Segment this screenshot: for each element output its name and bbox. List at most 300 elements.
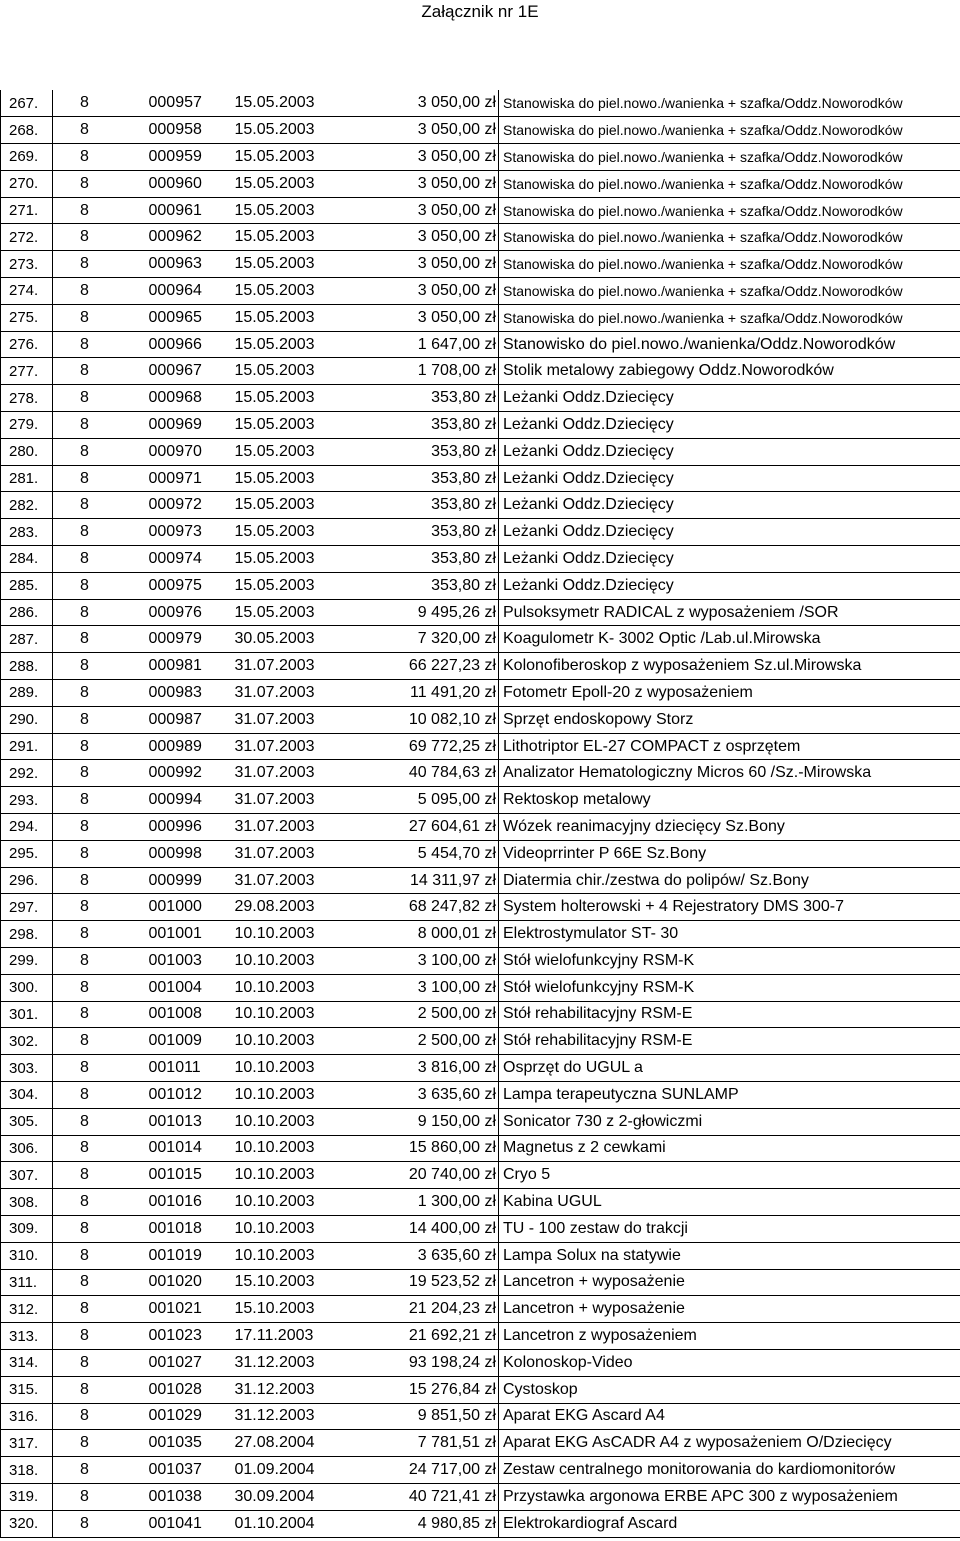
table-row <box>1 1483 960 1510</box>
description-cell: Sprzęt endoskopowy Storz <box>499 706 960 733</box>
table-row <box>1 465 960 492</box>
date-cell: 27.08.2004 <box>233 1430 347 1457</box>
table-row <box>1 1376 960 1403</box>
row-number-cell: 314. <box>1 1349 53 1376</box>
inventory-number-cell: 001014 <box>147 1135 233 1162</box>
date-cell: 10.10.2003 <box>233 1135 347 1162</box>
table-row <box>1 1323 960 1350</box>
inventory-number-cell: 000973 <box>147 519 233 546</box>
date-cell: 15.05.2003 <box>233 599 347 626</box>
row-number-cell: 289. <box>1 680 53 707</box>
group-cell: 8 <box>53 304 147 331</box>
table-row <box>1 1296 960 1323</box>
group-cell: 8 <box>53 278 147 305</box>
table-row <box>1 626 960 653</box>
table-row <box>1 251 960 278</box>
description-cell: Lancetron + wyposażenie <box>499 1296 960 1323</box>
date-cell: 10.10.2003 <box>233 948 347 975</box>
date-cell: 15.05.2003 <box>233 117 347 144</box>
row-number-cell: 297. <box>1 894 53 921</box>
description-cell: System holterowski + 4 Rejestratory DMS 300-7 <box>499 894 960 921</box>
group-cell: 8 <box>53 680 147 707</box>
description-cell: Osprzęt do UGUL a <box>499 1055 960 1082</box>
row-number-cell: 277. <box>1 358 53 385</box>
table-row <box>1 1215 960 1242</box>
description-cell: Leżanki Oddz.Dziecięcy <box>499 572 960 599</box>
value-cell: 353,80 zł <box>347 385 499 412</box>
inventory-number-cell: 000966 <box>147 331 233 358</box>
inventory-number-cell: 001001 <box>147 921 233 948</box>
description-cell: Stanowiska do piel.nowo./wanienka + szafka/Oddz.Noworodków <box>499 304 960 331</box>
date-cell: 15.05.2003 <box>233 331 347 358</box>
table-row <box>1 653 960 680</box>
value-cell: 3 100,00 zł <box>347 974 499 1001</box>
row-number-cell: 305. <box>1 1108 53 1135</box>
group-cell: 8 <box>53 1296 147 1323</box>
inventory-number-cell: 000959 <box>147 144 233 171</box>
group-cell: 8 <box>53 653 147 680</box>
row-number-cell: 307. <box>1 1162 53 1189</box>
row-number-cell: 303. <box>1 1055 53 1082</box>
row-number-cell: 317. <box>1 1430 53 1457</box>
row-number-cell: 268. <box>1 117 53 144</box>
row-number-cell: 288. <box>1 653 53 680</box>
date-cell: 31.12.2003 <box>233 1403 347 1430</box>
date-cell: 10.10.2003 <box>233 1215 347 1242</box>
inventory-number-cell: 001020 <box>147 1269 233 1296</box>
description-cell: Stanowiska do piel.nowo./wanienka + szafka/Oddz.Noworodków <box>499 197 960 224</box>
description-cell: Stolik metalowy zabiegowy Oddz.Noworodków <box>499 358 960 385</box>
table-row <box>1 117 960 144</box>
date-cell: 31.07.2003 <box>233 653 347 680</box>
group-cell: 8 <box>53 1483 147 1510</box>
description-cell: Sonicator 730 z 2-głowiczmi <box>499 1108 960 1135</box>
row-number-cell: 272. <box>1 224 53 251</box>
group-cell: 8 <box>53 90 147 117</box>
inventory-number-cell: 001023 <box>147 1323 233 1350</box>
table-row <box>1 814 960 841</box>
value-cell: 19 523,52 zł <box>347 1269 499 1296</box>
table-row <box>1 1189 960 1216</box>
inventory-number-cell: 001027 <box>147 1349 233 1376</box>
group-cell: 8 <box>53 1349 147 1376</box>
description-cell: Stanowiska do piel.nowo./wanienka + szafka/Oddz.Noworodków <box>499 117 960 144</box>
inventory-number-cell: 000979 <box>147 626 233 653</box>
row-number-cell: 309. <box>1 1215 53 1242</box>
value-cell: 353,80 zł <box>347 438 499 465</box>
table-row <box>1 1055 960 1082</box>
date-cell: 15.10.2003 <box>233 1269 347 1296</box>
date-cell: 15.05.2003 <box>233 438 347 465</box>
row-number-cell: 315. <box>1 1376 53 1403</box>
table-row <box>1 680 960 707</box>
date-cell: 31.07.2003 <box>233 680 347 707</box>
group-cell: 8 <box>53 706 147 733</box>
group-cell: 8 <box>53 117 147 144</box>
date-cell: 10.10.2003 <box>233 1055 347 1082</box>
table-row <box>1 733 960 760</box>
table-row <box>1 278 960 305</box>
value-cell: 11 491,20 zł <box>347 680 499 707</box>
date-cell: 01.09.2004 <box>233 1457 347 1484</box>
value-cell: 3 050,00 zł <box>347 117 499 144</box>
description-cell: Koagulometr K- 3002 Optic /Lab.ul.Mirowska <box>499 626 960 653</box>
table-row <box>1 599 960 626</box>
date-cell: 15.05.2003 <box>233 90 347 117</box>
value-cell: 3 050,00 zł <box>347 197 499 224</box>
inventory-number-cell: 000961 <box>147 197 233 224</box>
group-cell: 8 <box>53 1457 147 1484</box>
inventory-number-cell: 000957 <box>147 90 233 117</box>
value-cell: 1 647,00 zł <box>347 331 499 358</box>
date-cell: 10.10.2003 <box>233 1189 347 1216</box>
table-row <box>1 1457 960 1484</box>
group-cell: 8 <box>53 1215 147 1242</box>
row-number-cell: 287. <box>1 626 53 653</box>
table-row <box>1 1510 960 1537</box>
table-row <box>1 921 960 948</box>
row-number-cell: 302. <box>1 1028 53 1055</box>
date-cell: 31.07.2003 <box>233 760 347 787</box>
value-cell: 3 100,00 zł <box>347 948 499 975</box>
group-cell: 8 <box>53 492 147 519</box>
value-cell: 15 276,84 zł <box>347 1376 499 1403</box>
description-cell: Leżanki Oddz.Dziecięcy <box>499 492 960 519</box>
group-cell: 8 <box>53 1242 147 1269</box>
value-cell: 3 635,60 zł <box>347 1081 499 1108</box>
inventory-number-cell: 000994 <box>147 787 233 814</box>
description-cell: Cystoskop <box>499 1376 960 1403</box>
table-row <box>1 358 960 385</box>
date-cell: 31.07.2003 <box>233 867 347 894</box>
inventory-number-cell: 000975 <box>147 572 233 599</box>
row-number-cell: 320. <box>1 1510 53 1537</box>
table-row <box>1 1430 960 1457</box>
inventory-number-cell: 000958 <box>147 117 233 144</box>
date-cell: 10.10.2003 <box>233 1001 347 1028</box>
description-cell: Zestaw centralnego monitorowania do kardiomonitorów <box>499 1457 960 1484</box>
value-cell: 21 204,23 zł <box>347 1296 499 1323</box>
value-cell: 3 050,00 zł <box>347 304 499 331</box>
date-cell: 15.05.2003 <box>233 385 347 412</box>
row-number-cell: 271. <box>1 197 53 224</box>
value-cell: 7 781,51 zł <box>347 1430 499 1457</box>
inventory-number-cell: 001008 <box>147 1001 233 1028</box>
group-cell: 8 <box>53 519 147 546</box>
row-number-cell: 275. <box>1 304 53 331</box>
table-row <box>1 144 960 171</box>
description-cell: Stanowiska do piel.nowo./wanienka + szafka/Oddz.Noworodków <box>499 170 960 197</box>
inventory-number-cell: 001015 <box>147 1162 233 1189</box>
group-cell: 8 <box>53 1055 147 1082</box>
inventory-number-cell: 000963 <box>147 251 233 278</box>
row-number-cell: 291. <box>1 733 53 760</box>
row-number-cell: 298. <box>1 921 53 948</box>
description-cell: Stanowiska do piel.nowo./wanienka + szafka/Oddz.Noworodków <box>499 251 960 278</box>
value-cell: 24 717,00 zł <box>347 1457 499 1484</box>
date-cell: 31.07.2003 <box>233 840 347 867</box>
date-cell: 10.10.2003 <box>233 974 347 1001</box>
description-cell: Stanowiska do piel.nowo./wanienka + szafka/Oddz.Noworodków <box>499 224 960 251</box>
date-cell: 31.12.2003 <box>233 1376 347 1403</box>
table-row <box>1 170 960 197</box>
table-row <box>1 1001 960 1028</box>
value-cell: 20 740,00 zł <box>347 1162 499 1189</box>
value-cell: 21 692,21 zł <box>347 1323 499 1350</box>
description-cell: Leżanki Oddz.Dziecięcy <box>499 465 960 492</box>
date-cell: 15.05.2003 <box>233 224 347 251</box>
group-cell: 8 <box>53 948 147 975</box>
inventory-number-cell: 000968 <box>147 385 233 412</box>
table-row <box>1 197 960 224</box>
inventory-number-cell: 000965 <box>147 304 233 331</box>
date-cell: 30.09.2004 <box>233 1483 347 1510</box>
description-cell: Stanowiska do piel.nowo./wanienka + szafka/Oddz.Noworodków <box>499 90 960 117</box>
value-cell: 5 454,70 zł <box>347 840 499 867</box>
inventory-number-cell: 000974 <box>147 546 233 573</box>
inventory-number-cell: 001011 <box>147 1055 233 1082</box>
value-cell: 353,80 zł <box>347 412 499 439</box>
date-cell: 01.10.2004 <box>233 1510 347 1537</box>
description-cell: Aparat EKG AsCADR A4 z wyposażeniem O/Dziecięcy <box>499 1430 960 1457</box>
group-cell: 8 <box>53 546 147 573</box>
table-row <box>1 1028 960 1055</box>
row-number-cell: 279. <box>1 412 53 439</box>
value-cell: 3 635,60 zł <box>347 1242 499 1269</box>
description-cell: Leżanki Oddz.Dziecięcy <box>499 412 960 439</box>
description-cell: Stół wielofunkcyjny RSM-K <box>499 948 960 975</box>
value-cell: 8 000,01 zł <box>347 921 499 948</box>
group-cell: 8 <box>53 1162 147 1189</box>
table-row <box>1 706 960 733</box>
date-cell: 31.07.2003 <box>233 787 347 814</box>
table-row <box>1 572 960 599</box>
group-cell: 8 <box>53 840 147 867</box>
row-number-cell: 276. <box>1 331 53 358</box>
value-cell: 353,80 zł <box>347 546 499 573</box>
inventory-number-cell: 000992 <box>147 760 233 787</box>
value-cell: 10 082,10 zł <box>347 706 499 733</box>
row-number-cell: 299. <box>1 948 53 975</box>
group-cell: 8 <box>53 787 147 814</box>
row-number-cell: 310. <box>1 1242 53 1269</box>
group-cell: 8 <box>53 733 147 760</box>
group-cell: 8 <box>53 1269 147 1296</box>
description-cell: Stanowiska do piel.nowo./wanienka + szafka/Oddz.Noworodków <box>499 278 960 305</box>
value-cell: 5 095,00 zł <box>347 787 499 814</box>
date-cell: 15.05.2003 <box>233 492 347 519</box>
inventory-number-cell: 000962 <box>147 224 233 251</box>
description-cell: Fotometr Epoll-20 z wyposażeniem <box>499 680 960 707</box>
table-row <box>1 1162 960 1189</box>
date-cell: 10.10.2003 <box>233 1028 347 1055</box>
value-cell: 1 300,00 zł <box>347 1189 499 1216</box>
description-cell: Stanowiska do piel.nowo./wanienka + szafka/Oddz.Noworodków <box>499 144 960 171</box>
row-number-cell: 284. <box>1 546 53 573</box>
row-number-cell: 318. <box>1 1457 53 1484</box>
description-cell: Lampa terapeutyczna SUNLAMP <box>499 1081 960 1108</box>
group-cell: 8 <box>53 1403 147 1430</box>
row-number-cell: 270. <box>1 170 53 197</box>
description-cell: Stół rehabilitacyjny RSM-E <box>499 1001 960 1028</box>
inventory-number-cell: 001041 <box>147 1510 233 1537</box>
group-cell: 8 <box>53 144 147 171</box>
date-cell: 15.05.2003 <box>233 304 347 331</box>
table-row <box>1 331 960 358</box>
row-number-cell: 283. <box>1 519 53 546</box>
group-cell: 8 <box>53 1001 147 1028</box>
table-row <box>1 948 960 975</box>
value-cell: 9 495,26 zł <box>347 599 499 626</box>
date-cell: 10.10.2003 <box>233 1162 347 1189</box>
inventory-number-cell: 000989 <box>147 733 233 760</box>
row-number-cell: 295. <box>1 840 53 867</box>
row-number-cell: 300. <box>1 974 53 1001</box>
group-cell: 8 <box>53 1323 147 1350</box>
inventory-number-cell: 001000 <box>147 894 233 921</box>
table-row <box>1 546 960 573</box>
inventory-number-cell: 000964 <box>147 278 233 305</box>
row-number-cell: 273. <box>1 251 53 278</box>
inventory-number-cell: 001004 <box>147 974 233 1001</box>
row-number-cell: 278. <box>1 385 53 412</box>
group-cell: 8 <box>53 251 147 278</box>
description-cell: Rektoskop metalowy <box>499 787 960 814</box>
value-cell: 353,80 zł <box>347 492 499 519</box>
inventory-number-cell: 000976 <box>147 599 233 626</box>
value-cell: 4 980,85 zł <box>347 1510 499 1537</box>
description-cell: Magnetus z 2 cewkami <box>499 1135 960 1162</box>
table-row <box>1 1108 960 1135</box>
table-row <box>1 840 960 867</box>
inventory-number-cell: 000969 <box>147 412 233 439</box>
value-cell: 1 708,00 zł <box>347 358 499 385</box>
group-cell: 8 <box>53 894 147 921</box>
description-cell: Lancetron z wyposażeniem <box>499 1323 960 1350</box>
date-cell: 10.10.2003 <box>233 921 347 948</box>
group-cell: 8 <box>53 385 147 412</box>
date-cell: 17.11.2003 <box>233 1323 347 1350</box>
inventory-number-cell: 001012 <box>147 1081 233 1108</box>
group-cell: 8 <box>53 572 147 599</box>
inventory-number-cell: 001037 <box>147 1457 233 1484</box>
row-number-cell: 285. <box>1 572 53 599</box>
group-cell: 8 <box>53 1081 147 1108</box>
date-cell: 10.10.2003 <box>233 1081 347 1108</box>
value-cell: 2 500,00 zł <box>347 1028 499 1055</box>
row-number-cell: 292. <box>1 760 53 787</box>
row-number-cell: 290. <box>1 706 53 733</box>
table-row <box>1 412 960 439</box>
value-cell: 2 500,00 zł <box>347 1001 499 1028</box>
inventory-number-cell: 001029 <box>147 1403 233 1430</box>
inventory-table-body <box>1 90 960 1537</box>
row-number-cell: 306. <box>1 1135 53 1162</box>
table-row <box>1 90 960 117</box>
inventory-number-cell: 000996 <box>147 814 233 841</box>
date-cell: 15.05.2003 <box>233 519 347 546</box>
description-cell: Elektrostymulator ST- 30 <box>499 921 960 948</box>
row-number-cell: 308. <box>1 1189 53 1216</box>
row-number-cell: 267. <box>1 90 53 117</box>
inventory-number-cell: 000972 <box>147 492 233 519</box>
value-cell: 3 050,00 zł <box>347 278 499 305</box>
inventory-number-cell: 001016 <box>147 1189 233 1216</box>
table-row <box>1 492 960 519</box>
description-cell: Kolonofiberoskop z wyposażeniem Sz.ul.Mirowska <box>499 653 960 680</box>
value-cell: 68 247,82 zł <box>347 894 499 921</box>
table-row <box>1 1269 960 1296</box>
value-cell: 353,80 zł <box>347 519 499 546</box>
value-cell: 3 050,00 zł <box>347 144 499 171</box>
group-cell: 8 <box>53 1510 147 1537</box>
inventory-number-cell: 000999 <box>147 867 233 894</box>
date-cell: 15.05.2003 <box>233 197 347 224</box>
value-cell: 3 050,00 zł <box>347 170 499 197</box>
group-cell: 8 <box>53 1189 147 1216</box>
date-cell: 15.05.2003 <box>233 572 347 599</box>
inventory-number-cell: 000960 <box>147 170 233 197</box>
description-cell: Leżanki Oddz.Dziecięcy <box>499 546 960 573</box>
inventory-number-cell: 000967 <box>147 358 233 385</box>
description-cell: Lampa Solux na statywie <box>499 1242 960 1269</box>
row-number-cell: 281. <box>1 465 53 492</box>
table-row <box>1 1081 960 1108</box>
value-cell: 9 150,00 zł <box>347 1108 499 1135</box>
date-cell: 29.08.2003 <box>233 894 347 921</box>
row-number-cell: 311. <box>1 1269 53 1296</box>
date-cell: 31.12.2003 <box>233 1349 347 1376</box>
inventory-number-cell: 001038 <box>147 1483 233 1510</box>
group-cell: 8 <box>53 1430 147 1457</box>
inventory-number-cell: 000981 <box>147 653 233 680</box>
date-cell: 15.05.2003 <box>233 358 347 385</box>
description-cell: Pulsoksymetr RADICAL z wyposażeniem /SOR <box>499 599 960 626</box>
table-row <box>1 894 960 921</box>
group-cell: 8 <box>53 1028 147 1055</box>
table-row <box>1 224 960 251</box>
value-cell: 3 050,00 zł <box>347 224 499 251</box>
row-number-cell: 304. <box>1 1081 53 1108</box>
table-row <box>1 1242 960 1269</box>
row-number-cell: 294. <box>1 814 53 841</box>
description-cell: Leżanki Oddz.Dziecięcy <box>499 519 960 546</box>
table-row <box>1 1403 960 1430</box>
row-number-cell: 296. <box>1 867 53 894</box>
group-cell: 8 <box>53 626 147 653</box>
value-cell: 14 400,00 zł <box>347 1215 499 1242</box>
row-number-cell: 286. <box>1 599 53 626</box>
description-cell: Leżanki Oddz.Dziecięcy <box>499 438 960 465</box>
group-cell: 8 <box>53 760 147 787</box>
date-cell: 31.07.2003 <box>233 733 347 760</box>
row-number-cell: 280. <box>1 438 53 465</box>
group-cell: 8 <box>53 599 147 626</box>
row-number-cell: 312. <box>1 1296 53 1323</box>
value-cell: 9 851,50 zł <box>347 1403 499 1430</box>
table-row <box>1 438 960 465</box>
group-cell: 8 <box>53 1135 147 1162</box>
inventory-number-cell: 001019 <box>147 1242 233 1269</box>
date-cell: 10.10.2003 <box>233 1242 347 1269</box>
inventory-number-cell: 000983 <box>147 680 233 707</box>
description-cell: Lithotriptor EL-27 COMPACT z osprzętem <box>499 733 960 760</box>
group-cell: 8 <box>53 412 147 439</box>
inventory-number-cell: 001021 <box>147 1296 233 1323</box>
value-cell: 7 320,00 zł <box>347 626 499 653</box>
value-cell: 3 816,00 zł <box>347 1055 499 1082</box>
description-cell: Kabina UGUL <box>499 1189 960 1216</box>
